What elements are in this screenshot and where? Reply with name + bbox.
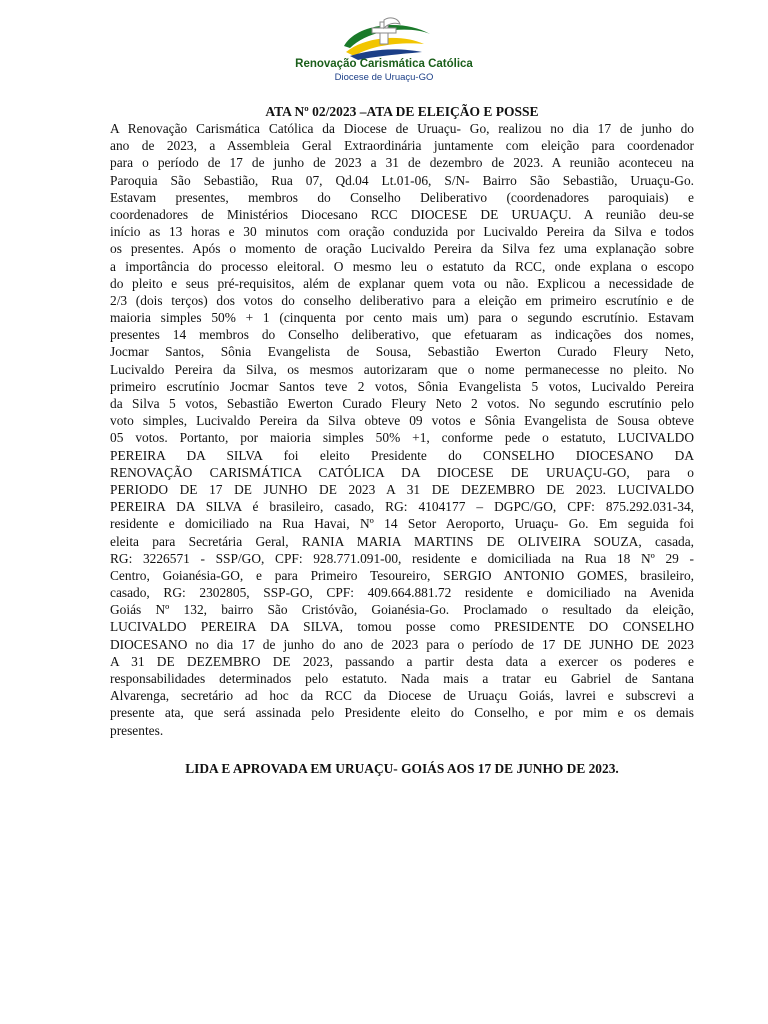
body-line: presentes. [110, 722, 164, 738]
body-line: DIOCESANO no dia 17 de junho do ano de 2023 para o período de 17 DE JUNHO DE 2023 [110, 636, 694, 652]
body-line: presentes 14 membros do Conselho deliberativo, que efetuaram as indicações dos nomes, [110, 327, 694, 343]
body-line: voto simples, Lucivaldo Pereira da Silva obteve 09 votos e Sônia Evangelista de Sousa obteve [110, 413, 694, 429]
logo-subtitle: Diocese de Uruaçu-GO [334, 72, 434, 83]
body-line: LUCIVALDO PEREIRA DA SILVA, tomou posse como PRESIDENTE DO CONSELHO [110, 619, 694, 635]
body-line: PEREIRA DA SILVA foi eleito Presidente do CONSELHO DIOCESANO DA [110, 447, 694, 463]
body-line: 2/3 (dois terços) dos votos do conselho deliberativo para a eleição em primeiro escrutínio e de [110, 292, 694, 308]
body-line: RENOVAÇÃO CARISMÁTICA CATÓLICA DA DIOCESE DE URUAÇU-GO, para o [110, 464, 694, 480]
body-line: A Renovação Carismática Católica da Diocese de Uruaçu- Go, realizou no dia 17 de junho do [110, 121, 694, 136]
body-line: eleita para Secretária Geral, RANIA MARIA MARTINS DE OLIVEIRA SOUZA, casada, [110, 533, 694, 549]
document-body [110, 120, 694, 739]
body-line: PEREIRA DA SILVA é brasileiro, casado, RG: 4104177 – DGPC/GO, CPF: 875.292.031-34, [110, 499, 694, 515]
body-line: os presentes. Após o momento de oração Lucivaldo Pereira da Silva fez uma explanação sobre [110, 241, 694, 257]
body-line: PERIODO DE 17 DE JUNHO DE 2023 A 31 DE DEZEMBRO DE 2023. LUCIVALDO [110, 481, 694, 497]
body-line: início as 13 horas e 30 minutos com oração conduzida por Lucivaldo Pereira da Silva e todos [110, 224, 694, 240]
logo-title: Renovação Carismática Católica [295, 58, 473, 70]
body-line: residente e domiciliado na Rua Havai, Nº 14 Setor Aeroporto, Uruaçu- Go. Em seguida foi [110, 516, 694, 532]
body-line: a importância do processo eleitoral. O mesmo leu o estatuto da RCC, onde explana o escopo [110, 258, 694, 274]
body-line: Estavam presentes, membros do Conselho Deliberativo (coordenadores paroquiais) e [110, 189, 694, 205]
closing-statement: LIDA E APROVADA EM URUAÇU- GOIÁS AOS 17 DE JUNHO DE 2023. [185, 761, 619, 776]
body-line: A 31 DE DEZEMBRO DE 2023, passando a partir desta data a exercer os poderes e [110, 653, 694, 669]
body-line: primeiro escrutínio Jocmar Santos teve 2 votos, Sônia Evangelista 5 votos, Lucivaldo Pereira [110, 378, 694, 394]
body-line: RG: 3226571 - SSP/GO, CPF: 928.771.091-00, residente e domiciliada na Rua 18 Nº 29 - [110, 550, 694, 566]
body-line: Paroquia São Sebastião, Rua 07, Qd.04 Lt.01-06, S/N- Bairro São Sebastião, Uruaçu-Go. [110, 172, 694, 188]
body-line: Goiás Nº 132, bairro São Cristóvão, Goianésia-Go. Proclamado o resultado da eleição, [110, 602, 694, 618]
body-line: Centro, Goianésia-GO, e para Primeiro Tesoureiro, SERGIO ANTONIO GOMES, brasileiro, [110, 567, 694, 583]
body-line: responsabilidades determinados pelo estatuto. Nada mais a tratar eu Gabriel de Santana [110, 671, 694, 686]
body-line: presente ata, que será assinada pelo Presidente eleito do Conselho, e por mim e os demais [110, 705, 694, 721]
body-line: da Silva 5 votos, Sebastião Ewerton Curado Fleury Neto 2 votos. No segundo escrutínio pelo [110, 396, 694, 411]
body-line: do pleito e seus pré-requisitos, além de explanar quem vota ou não. Explicou a necessidade de [110, 275, 694, 291]
body-line: Jocmar Santos, Sônia Evangelista de Sousa, Sebastião Ewerton Curado Fleury Neto, [110, 344, 694, 360]
body-line: casado, RG: 2302805, SSP-GO, CPF: 409.664.881.72 residente e domiciliado na Avenida [110, 585, 694, 601]
document-title: ATA Nº 02/2023 –ATA DE ELEIÇÃO E POSSE [265, 104, 539, 119]
body-line: Alvarenga, secretário ad hoc da RCC da Diocese de Uruaçu Goiás, lavrei e subscrevi a [110, 688, 694, 704]
rcc-logo [284, 16, 484, 82]
body-line: 05 votos. Portanto, por maioria simples 50% +1, conforme pede o estatuto, LUCIVALDO [110, 430, 694, 446]
rcc-emblem-icon [284, 16, 484, 60]
body-line: ano de 2023, a Assembleia Geral Extraordinária juntamente com eleição para coordenador [110, 138, 694, 154]
body-line: coordenadores de Ministérios Diocesano RCC DIOCESE DE URUAÇU. A reunião deu-se [110, 206, 694, 222]
body-line: Lucivaldo Pereira da Silva, os mesmos autorizaram que o nome permanecesse no pleito. No [110, 361, 694, 377]
body-line: maioria simples 50% + 1 (cinquenta por cento mais um) para o segundo escrutínio. Estavam [110, 310, 694, 326]
body-line: para o período de 17 de junho de 2023 a 31 de dezembro de 2023. A reunião aconteceu na [110, 155, 694, 171]
